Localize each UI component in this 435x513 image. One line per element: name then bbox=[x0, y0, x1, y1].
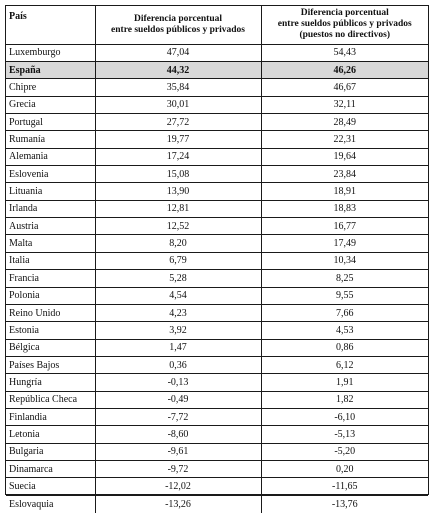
gap-all-cell: 35,84 bbox=[95, 79, 261, 96]
country-cell: Rumanía bbox=[6, 131, 95, 148]
gap-non-managerial-cell: 22,31 bbox=[261, 131, 428, 148]
country-cell: Eslovenia bbox=[6, 166, 95, 183]
gap-all-cell: -7,72 bbox=[95, 409, 261, 426]
table-row bbox=[6, 391, 428, 408]
country-cell: Estonia bbox=[6, 322, 95, 339]
gap-non-managerial-cell: 46,26 bbox=[261, 61, 428, 78]
gap-non-managerial-cell: 8,25 bbox=[261, 270, 428, 287]
country-cell: Eslovaquia bbox=[6, 495, 95, 512]
country-cell: Italia bbox=[6, 252, 95, 269]
country-cell: Bulgaria bbox=[6, 443, 95, 460]
country-cell: República Checa bbox=[6, 391, 95, 408]
header-row bbox=[6, 6, 428, 44]
country-cell: Chipre bbox=[6, 79, 95, 96]
table-body bbox=[6, 44, 428, 513]
gap-all-cell: 5,28 bbox=[95, 270, 261, 287]
header-gap-all-line2: entre sueldos públicos y privados bbox=[111, 24, 245, 35]
table-row bbox=[6, 235, 428, 252]
table-row bbox=[6, 200, 428, 217]
table-row bbox=[6, 79, 428, 96]
table-row bbox=[6, 304, 428, 321]
table-row bbox=[6, 495, 428, 512]
gap-all-cell: 17,24 bbox=[95, 148, 261, 165]
country-cell: España bbox=[6, 61, 95, 78]
gap-non-managerial-cell: 54,43 bbox=[261, 44, 428, 61]
gap-non-managerial-cell: -5,20 bbox=[261, 443, 428, 460]
gap-non-managerial-cell: 6,12 bbox=[261, 356, 428, 373]
table-row bbox=[6, 356, 428, 373]
gap-all-cell: 4,23 bbox=[95, 304, 261, 321]
table-row bbox=[6, 443, 428, 460]
gap-non-managerial-cell: 18,91 bbox=[261, 183, 428, 200]
gap-all-cell: 15,08 bbox=[95, 166, 261, 183]
table-row bbox=[6, 252, 428, 269]
table-row bbox=[6, 131, 428, 148]
country-cell: Alemania bbox=[6, 148, 95, 165]
gap-all-cell: -12,02 bbox=[95, 478, 261, 495]
header-gap-nm-line2: entre sueldos públicos y privados bbox=[277, 19, 412, 30]
gap-all-cell: -0,49 bbox=[95, 391, 261, 408]
header-gap-non-managerial bbox=[261, 6, 428, 44]
gap-non-managerial-cell: 4,53 bbox=[261, 322, 428, 339]
header-gap-nm-line3: (puestos no directivos) bbox=[299, 30, 391, 41]
gap-non-managerial-cell: 32,11 bbox=[261, 96, 428, 113]
table-row bbox=[6, 113, 428, 130]
table-row bbox=[6, 166, 428, 183]
gap-non-managerial-cell: 16,77 bbox=[261, 218, 428, 235]
table-row bbox=[6, 148, 428, 165]
table-row bbox=[6, 61, 428, 78]
country-cell: Grecia bbox=[6, 96, 95, 113]
gap-all-cell: 0,36 bbox=[95, 356, 261, 373]
table-row bbox=[6, 374, 428, 391]
table-row bbox=[6, 426, 428, 443]
country-cell: Países Bajos bbox=[6, 356, 95, 373]
header-gap-all bbox=[95, 6, 261, 44]
gap-non-managerial-cell: 7,66 bbox=[261, 304, 428, 321]
gap-all-cell: 19,77 bbox=[95, 131, 261, 148]
gap-all-cell: 6,79 bbox=[95, 252, 261, 269]
gap-all-cell: 1,47 bbox=[95, 339, 261, 356]
country-cell: Hungría bbox=[6, 374, 95, 391]
country-cell: Irlanda bbox=[6, 200, 95, 217]
country-cell: Bélgica bbox=[6, 339, 95, 356]
gap-all-cell: 13,90 bbox=[95, 183, 261, 200]
gap-non-managerial-cell: 18,83 bbox=[261, 200, 428, 217]
gap-all-cell: -13,26 bbox=[95, 495, 261, 512]
gap-non-managerial-cell: 9,55 bbox=[261, 287, 428, 304]
gap-non-managerial-cell: -13,76 bbox=[261, 495, 428, 512]
country-cell: Malta bbox=[6, 235, 95, 252]
header-gap-all-line1: Diferencia porcentual bbox=[133, 13, 223, 24]
gap-all-cell: -9,72 bbox=[95, 461, 261, 478]
gap-all-cell: 3,92 bbox=[95, 322, 261, 339]
table-row bbox=[6, 183, 428, 200]
table-row bbox=[6, 461, 428, 478]
gap-non-managerial-cell: -11,65 bbox=[261, 478, 428, 495]
gap-all-cell: 12,52 bbox=[95, 218, 261, 235]
gap-all-cell: 30,01 bbox=[95, 96, 261, 113]
country-cell: Austria bbox=[6, 218, 95, 235]
gap-all-cell: 44,32 bbox=[95, 61, 261, 78]
gap-non-managerial-cell: 28,49 bbox=[261, 113, 428, 130]
country-cell: Luxemburgo bbox=[6, 44, 95, 61]
gap-non-managerial-cell: 10,34 bbox=[261, 252, 428, 269]
country-cell: Polonia bbox=[6, 287, 95, 304]
table-row bbox=[6, 478, 428, 495]
gap-non-managerial-cell: 23,84 bbox=[261, 166, 428, 183]
country-cell: Lituania bbox=[6, 183, 95, 200]
table-row bbox=[6, 218, 428, 235]
gap-non-managerial-cell: 1,91 bbox=[261, 374, 428, 391]
gap-non-managerial-cell: 0,86 bbox=[261, 339, 428, 356]
gap-all-cell: 12,81 bbox=[95, 200, 261, 217]
salary-gap-table-frame bbox=[5, 5, 429, 510]
country-cell: Finlandia bbox=[6, 409, 95, 426]
salary-gap-table bbox=[6, 6, 428, 513]
country-cell: Dinamarca bbox=[6, 461, 95, 478]
gap-all-cell: -9,61 bbox=[95, 443, 261, 460]
table-row bbox=[6, 287, 428, 304]
gap-non-managerial-cell: -5,13 bbox=[261, 426, 428, 443]
country-cell: Reino Unido bbox=[6, 304, 95, 321]
table-header bbox=[6, 6, 428, 44]
gap-non-managerial-cell: 19,64 bbox=[261, 148, 428, 165]
gap-non-managerial-cell: -6,10 bbox=[261, 409, 428, 426]
header-gap-nm-line1: Diferencia porcentual bbox=[300, 8, 389, 19]
table-row bbox=[6, 409, 428, 426]
table-row bbox=[6, 270, 428, 287]
country-cell: Francia bbox=[6, 270, 95, 287]
gap-all-cell: -0,13 bbox=[95, 374, 261, 391]
country-cell: Portugal bbox=[6, 113, 95, 130]
table-row bbox=[6, 322, 428, 339]
gap-non-managerial-cell: 0,20 bbox=[261, 461, 428, 478]
table-row bbox=[6, 339, 428, 356]
header-country: País bbox=[6, 6, 95, 44]
gap-non-managerial-cell: 46,67 bbox=[261, 79, 428, 96]
gap-all-cell: 47,04 bbox=[95, 44, 261, 61]
gap-all-cell: 4,54 bbox=[95, 287, 261, 304]
gap-non-managerial-cell: 17,49 bbox=[261, 235, 428, 252]
gap-all-cell: -8,60 bbox=[95, 426, 261, 443]
country-cell: Suecia bbox=[6, 478, 95, 495]
country-cell: Letonia bbox=[6, 426, 95, 443]
gap-non-managerial-cell: 1,82 bbox=[261, 391, 428, 408]
table-row bbox=[6, 96, 428, 113]
gap-all-cell: 8,20 bbox=[95, 235, 261, 252]
table-row bbox=[6, 44, 428, 61]
gap-all-cell: 27,72 bbox=[95, 113, 261, 130]
